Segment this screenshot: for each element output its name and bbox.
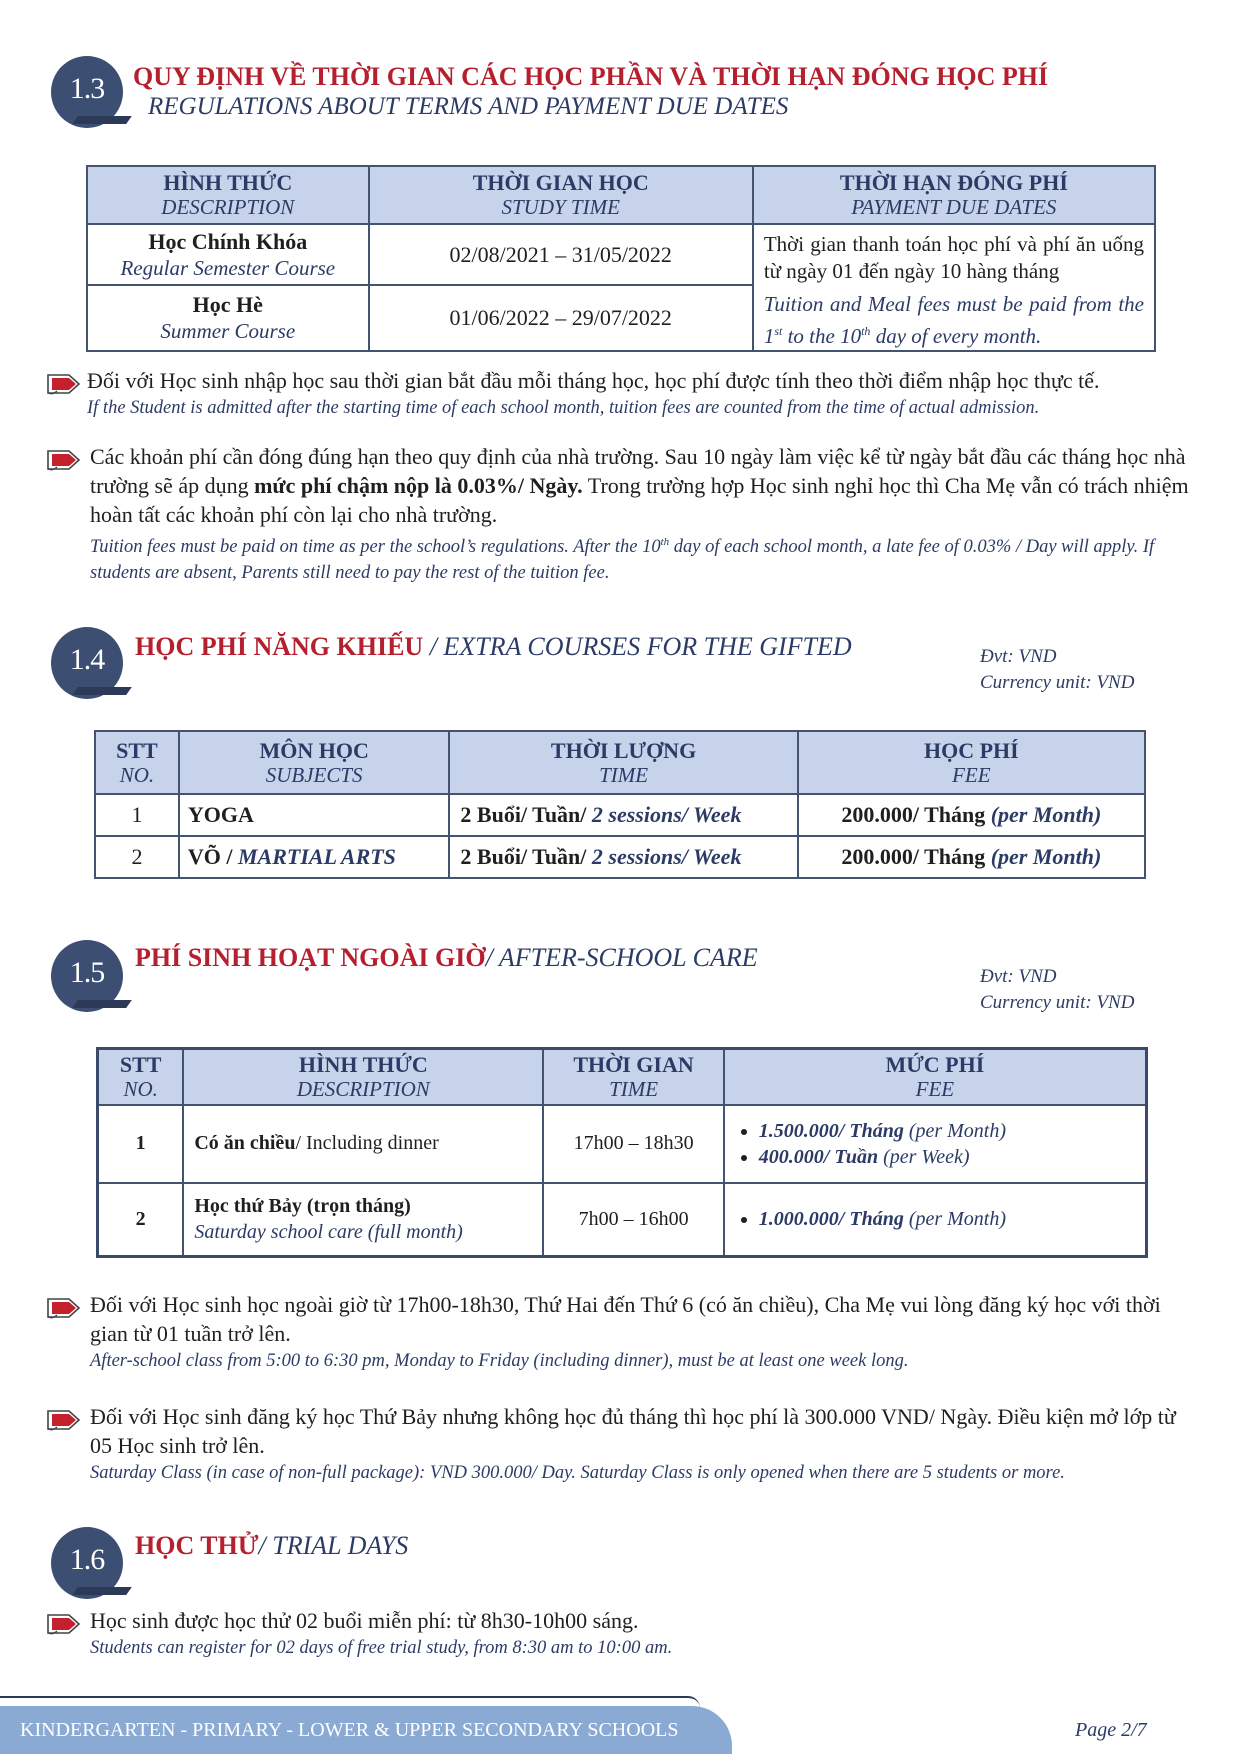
section-title-en: REGULATIONS ABOUT TERMS AND PAYMENT DUE DATES [148,93,789,120]
note-bullet-icon [45,1296,83,1320]
header-no: STT NO. [98,1049,184,1105]
note-late-fee: Các khoản phí cần đóng đúng hạn theo quy định của nhà trường. Sau 10 ngày làm việc kể từ ngày bắt đầu các tháng học nhà trường sẽ áp dụng mức phí chậm nộp là 0.03%/ Ngày. Trong trường hợp Học sinh nghỉ học thì Cha Mẹ vẫn có trách nhiệm hoàn tất các khoản phí còn lại cho nhà trường. Tuition fees must be paid on time as per the school’s regulations. After the 10th day of each school month, a late fee of 0.03% / Day will apply. If students are absent, Parents still need to pay the rest of the tuition fee. [45,442,1205,586]
note-saturday: Đối với Học sinh đăng ký học Thứ Bảy nhưng không học đủ tháng thì học phí là 300.000 VND/ Ngày. Điều kiện mở lớp từ 05 Học sinh trở lên. Saturday Class (in case of non-full package): VND 300.000/ Day. Saturday Class is only opened when there are 5 students or more. [45,1402,1205,1486]
section-title: HỌC THỬ/ TRIAL DAYS [135,1531,409,1560]
header-description: HÌNH THỨC DESCRIPTION [183,1049,543,1105]
after-school-table [96,1047,1148,1258]
section-title: HỌC PHÍ NĂNG KHIẾU / EXTRA COURSES FOR THE GIFTED [135,632,852,661]
section-badge-1-4: 1.4 [51,627,123,699]
section-title: PHÍ SINH HOẠT NGOÀI GIỜ/ AFTER-SCHOOL CARE [135,943,758,972]
table-row [87,224,1155,285]
table-row: 1 Có ăn chiều/ Including dinner 17h00 – 18h30 • 1.500.000/ Tháng (per Month) • 400.000/ Tuần (per Week) [98,1105,1147,1183]
section-badge-1-5: 1.5 [51,940,123,1012]
header-time: THỜI LƯỢNG TIME [449,731,797,794]
header-subjects: MÔN HỌC SUBJECTS [179,731,450,794]
course-name-vn: Học Hè [192,292,263,318]
note-after-school: Đối với Học sinh học ngoài giờ từ 17h00-18h30, Thứ Hai đến Thứ 6 (có ăn chiều), Cha Mẹ vui lòng đăng ký học với thời gian từ 01 tuần trở lên. After-school class from 5:00 to 6:30 pm, Monday to Friday (including dinner), must be at least one week long. [45,1290,1205,1374]
due-date-en: Tuition and Meal fees must be paid from the 1st to the 10th day of every month. [763,292,1144,348]
section-title-vn: QUY ĐỊNH VỀ THỜI GIAN CÁC HỌC PHẦN VÀ THỜI HẠN ĐÓNG HỌC PHÍ [133,62,1049,91]
section-badge-1-3: 1.3 [51,56,123,128]
note-bullet-icon [45,372,83,396]
currency-unit: Đvt: VND Currency unit: VND [980,646,1135,693]
due-date-vn: Thời gian thanh toán học phí và phí ăn uống từ ngày 01 đến ngày 10 hàng tháng [763,232,1144,283]
course-name-en: Regular Semester Course [120,255,336,280]
section-badge-1-6: 1.6 [51,1527,123,1599]
header-no: STT NO. [95,731,179,794]
note-bullet-icon [45,448,83,472]
page-number: Page 2/7 [1075,1719,1147,1741]
header-description: HÌNH THỨC DESCRIPTION [87,166,369,224]
header-payment-due: THỜI HẠN ĐÓNG PHÍ PAYMENT DUE DATES [753,166,1155,224]
note-bullet-icon [45,1408,83,1432]
note-admission: Đối với Học sinh nhập học sau thời gian bắt đầu mỗi tháng học, học phí được tính theo thời điểm nhập học thực tế. If the Student is admitted after the starting time of each school month, tuition fees are counted from the time of actual admission. [45,366,1205,421]
table-row: 2 Học thứ Bảy (trọn tháng) Saturday school care (full month) 7h00 – 16h00 • 1.000.000/ Tháng (per Month) [98,1183,1147,1257]
note-trial: Học sinh được học thử 02 buổi miễn phí: từ 8h30-10h00 sáng. Students can register for 02 days of free trial study, from 8:30 am to 10:00 am. [45,1606,1205,1661]
table-row: 1 YOGA 2 Buổi/ Tuần/ 2 sessions/ Week 200.000/ Tháng (per Month) [95,794,1145,836]
terms-table [86,165,1156,352]
table-row: 2 VÕ / MARTIAL ARTS 2 Buổi/ Tuần/ 2 sessions/ Week 200.000/ Tháng (per Month) [95,836,1145,878]
header-study-time: THỜI GIAN HỌC STUDY TIME [369,166,753,224]
study-time: 02/08/2021 – 31/05/2022 [369,224,753,285]
note-bullet-icon [45,1612,83,1636]
study-time: 01/06/2022 – 29/07/2022 [369,285,753,351]
header-fee: MỨC PHÍ FEE [724,1049,1147,1105]
footer-schools: KINDERGARTEN - PRIMARY - LOWER & UPPER SECONDARY SCHOOLS [20,1719,679,1741]
extra-courses-table [94,730,1146,879]
course-name-en: Summer Course [160,319,296,344]
header-time: THỜI GIAN TIME [543,1049,723,1105]
currency-unit: Đvt: VND Currency unit: VND [980,966,1135,1013]
header-fee: HỌC PHÍ FEE [798,731,1145,794]
course-name-vn: Học Chính Khóa [148,228,308,254]
